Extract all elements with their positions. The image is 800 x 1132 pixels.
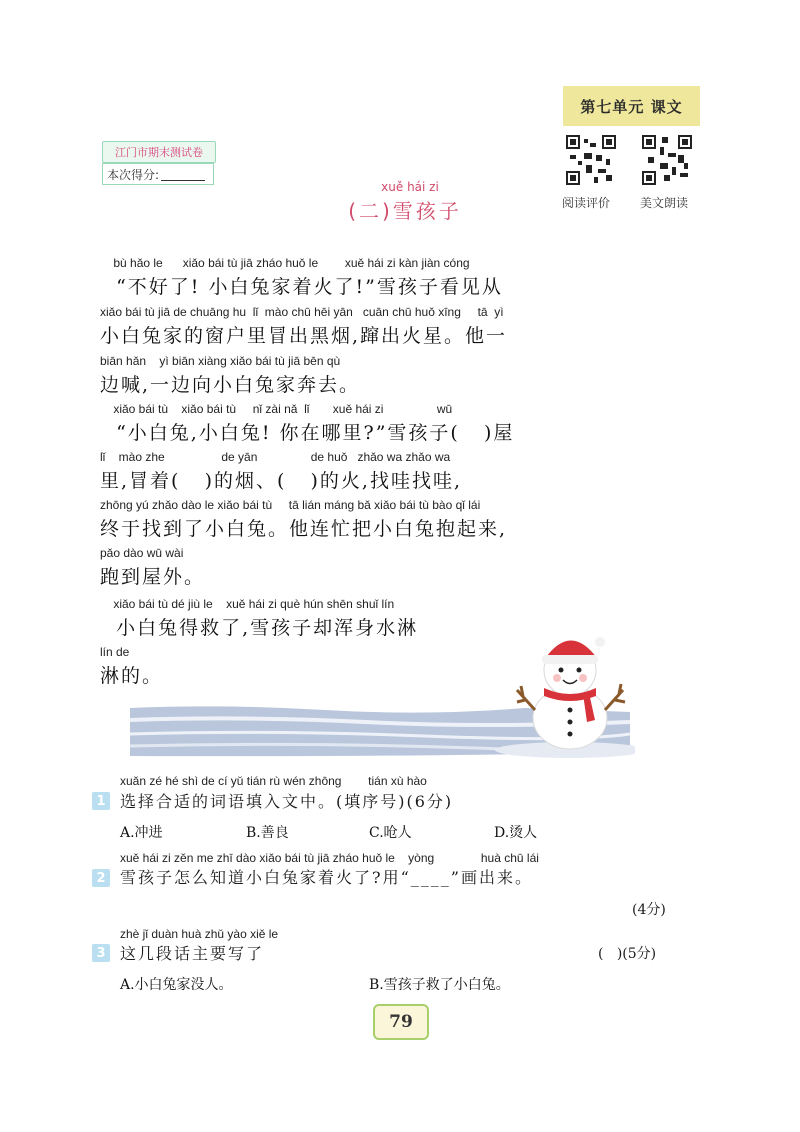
score-blank[interactable]: [161, 168, 205, 181]
text-row: “不好了! 小白兔家着火了!”雪孩子看见从: [100, 276, 503, 298]
score-label: 本次得分:: [107, 167, 160, 182]
passage-line: [100, 546, 660, 588]
question-2-text: 雪孩子怎么知道小白兔家着火了?用“____”画出来。: [120, 868, 533, 887]
page-number: 79: [373, 1004, 429, 1040]
text-row: 淋的。: [100, 665, 164, 687]
question-3-text: 这几段话主要写了: [120, 944, 265, 963]
text-row: “小白兔,小白兔! 你在哪里?”雪孩子( )屋: [100, 422, 515, 444]
passage-line: [100, 256, 660, 298]
qr-code-icon: [566, 135, 616, 185]
text-row: 小白兔得救了,雪孩子却浑身水淋: [100, 617, 419, 639]
page-title: (二)雪孩子: [348, 199, 462, 223]
exam-tag: 江门市期末测试卷: [102, 141, 216, 163]
qr-code-recitation[interactable]: [642, 135, 692, 189]
pinyin-row: xiǎo bái tù dé jiù le xuě hái zi què hún shēn shuǐ lín: [100, 597, 395, 611]
question-1-pinyin: xuǎn zé hé shì de cí yǔ tián rù wén zhōng tián xù hào: [120, 774, 427, 788]
pinyin-row: zhōng yú zhǎo dào le xiǎo bái tù tā lián máng bǎ xiǎo bái tù bào qǐ lái: [100, 498, 481, 512]
score-field[interactable]: [102, 163, 214, 185]
question-1-text: 选择合适的词语填入文中。(填序号)(6分): [120, 792, 454, 811]
title-pinyin: xuě hái zi: [381, 180, 439, 194]
passage-line: [100, 305, 660, 347]
qr-code-icon: [642, 135, 692, 185]
q1-option-b: B.善良: [246, 825, 289, 841]
pinyin-row: xiǎo bái tù jiā de chuāng hu lǐ mào chū hēi yān cuān chū huǒ xīng tā yì: [100, 305, 504, 319]
pinyin-row: xiǎo bái tù xiǎo bái tù nǐ zài nǎ lǐ xuě hái zi wū: [100, 402, 453, 416]
question-3-number: 3: [92, 944, 110, 962]
qr-code-reading[interactable]: [566, 135, 616, 189]
snowman-illustration: [125, 630, 635, 760]
question-1-number: 1: [92, 792, 110, 810]
q3-option-a: A.小白兔家没人。: [120, 977, 233, 993]
pinyin-row: lǐ mào zhe de yān de huǒ zhǎo wa zhǎo wa: [100, 450, 451, 464]
q1-option-a: A.冲进: [120, 825, 163, 841]
question-3-answer-blank[interactable]: ( )(5分): [598, 946, 657, 962]
qr-label-reading: 阅读评价: [562, 196, 611, 210]
qr-label-recitation: 美文朗读: [640, 196, 689, 210]
question-2-number: 2: [92, 869, 110, 887]
passage-line: [100, 402, 660, 444]
pinyin-row: lín de: [100, 645, 130, 659]
question-3-pinyin: zhè jǐ duàn huà zhǔ yào xiě le: [120, 927, 279, 941]
text-row: 里,冒着( )的烟、( )的火,找哇找哇,: [100, 470, 463, 492]
text-row: 跑到屋外。: [100, 566, 206, 588]
text-row: 终于找到了小白兔。他连忙把小白兔抱起来,: [100, 518, 508, 540]
text-row: 边喊,一边向小白兔家奔去。: [100, 374, 361, 396]
q1-option-c: C.呛人: [369, 825, 412, 841]
unit-tab: 第七单元 课文: [563, 86, 700, 126]
passage-line: [100, 450, 660, 492]
passage-line: [100, 354, 660, 396]
question-2-score: (4分): [632, 902, 666, 918]
q3-option-b: B.雪孩子救了小白兔。: [369, 977, 510, 993]
pinyin-row: biān hǎn yì biān xiàng xiǎo bái tù jiā bēn qù: [100, 354, 341, 368]
pinyin-row: bù hǎo le xiǎo bái tù jiā zháo huǒ le xuě hái zi kàn jiàn cóng: [100, 256, 470, 270]
question-2-pinyin: xuě hái zi zěn me zhī dào xiǎo bái tù jiā zháo huǒ le yòng huà chū lái: [120, 851, 539, 865]
passage-line: [100, 498, 660, 540]
q1-option-d: D.烫人: [494, 825, 538, 841]
text-row: 小白兔家的窗户里冒出黑烟,蹿出火星。他一: [100, 325, 508, 347]
pinyin-row: pǎo dào wū wài: [100, 546, 184, 560]
